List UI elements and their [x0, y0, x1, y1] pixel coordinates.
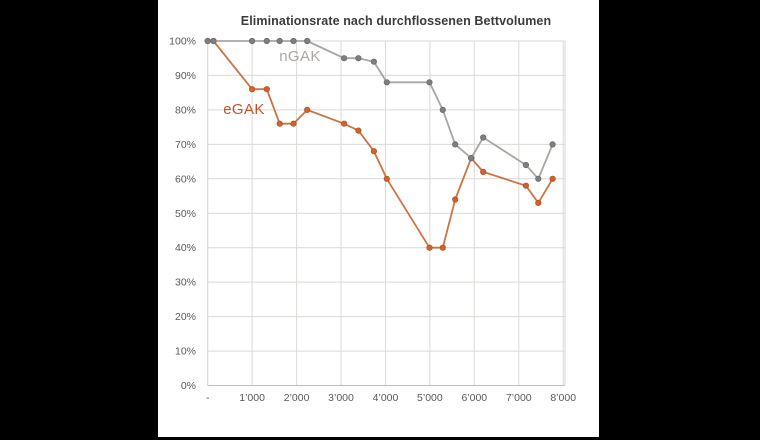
data-point-egak — [550, 176, 555, 181]
data-point-egak — [427, 245, 432, 250]
data-point-egak — [384, 176, 389, 181]
data-point-ngak — [453, 142, 458, 147]
data-point-egak — [341, 121, 346, 126]
data-point-egak — [291, 121, 296, 126]
data-point-ngak — [249, 38, 254, 43]
data-point-ngak — [384, 80, 389, 85]
y-tick-label: 40% — [174, 242, 196, 255]
x-tick-label: 8’000 — [550, 392, 577, 404]
data-point-egak — [356, 128, 361, 133]
data-point-ngak — [427, 80, 432, 85]
series-label-ngak: nGAK — [279, 48, 321, 65]
data-point-egak — [536, 200, 541, 205]
data-point-ngak — [523, 162, 528, 167]
data-point-ngak — [550, 142, 555, 147]
data-point-egak — [277, 121, 282, 126]
y-tick-label: 10% — [174, 345, 196, 358]
data-point-ngak — [211, 38, 216, 43]
data-point-ngak — [341, 56, 346, 61]
y-tick-label: 90% — [174, 69, 196, 82]
line-chart-plot-area — [158, 0, 599, 437]
chart-panel — [158, 0, 599, 437]
series-label-egak: eGAK — [223, 101, 265, 118]
x-tick-label: 4’000 — [372, 392, 399, 404]
y-tick-label: 70% — [174, 138, 196, 151]
data-point-egak — [371, 149, 376, 154]
data-point-egak — [440, 245, 445, 250]
x-tick-label: 6’000 — [461, 392, 488, 404]
data-point-ngak — [356, 56, 361, 61]
x-tick-label: 3’000 — [328, 392, 354, 404]
data-point-egak — [481, 169, 486, 174]
data-point-ngak — [205, 38, 210, 43]
x-tick-label: 7’000 — [505, 392, 532, 404]
data-point-ngak — [264, 38, 269, 43]
data-point-ngak — [469, 155, 474, 160]
x-tick-label: 5’000 — [417, 392, 443, 404]
data-point-egak — [249, 87, 254, 92]
y-tick-label: 60% — [174, 173, 196, 186]
x-tick-label: 1’000 — [239, 392, 265, 404]
data-point-ngak — [277, 38, 282, 43]
y-tick-label: 30% — [174, 276, 196, 289]
y-tick-label: 0% — [180, 380, 196, 392]
data-point-egak — [305, 107, 310, 112]
data-point-ngak — [371, 59, 376, 64]
data-point-egak — [523, 183, 528, 188]
x-tick-label: - — [205, 392, 210, 404]
data-point-ngak — [481, 135, 486, 140]
data-point-ngak — [536, 176, 541, 181]
chart-title: Eliminationsrate nach durchflossenen Bettvolumen — [240, 14, 552, 28]
data-point-egak — [453, 197, 458, 202]
y-tick-label: 80% — [174, 104, 196, 117]
data-point-ngak — [291, 38, 296, 43]
x-tick-label: 2’000 — [283, 392, 310, 404]
y-tick-label: 50% — [174, 207, 196, 220]
data-point-egak — [264, 87, 269, 92]
data-point-ngak — [305, 38, 310, 43]
y-tick-label: 20% — [174, 311, 196, 324]
data-point-ngak — [440, 107, 445, 112]
y-tick-label: 100% — [169, 35, 196, 48]
